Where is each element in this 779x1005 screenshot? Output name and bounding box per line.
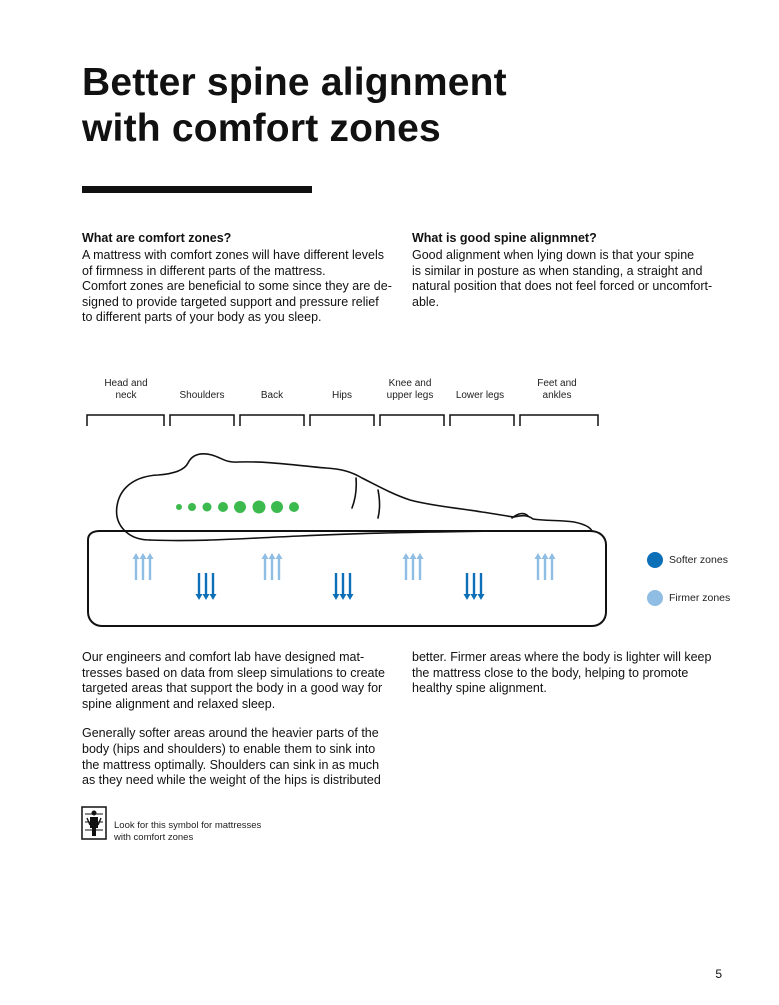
spine-dot [203,503,212,512]
zone-brackets [87,415,598,426]
zone-label-lower-legs: Lower legs [455,390,505,401]
softer-zones-label: Softer zones [669,554,728,566]
paragraph: better. Firmer areas where the body is lighter will keep the mattress close to the body, helping to promote healthy spine alignment. [412,650,712,696]
mattress-diagram [0,405,779,645]
spine-alignment-section [412,230,722,310]
text-line: A mattress with comfort zones will have different levels [82,248,384,262]
text-line: is similar in posture as when standing, a straight and [412,263,703,278]
spine-dot [188,503,196,511]
spine-alignment-text [412,248,722,310]
zone-bracket [240,415,304,426]
zone-label-hips: Hips [331,390,352,401]
zone-label-shoulders: Shoulders [179,390,225,401]
zone-bracket [450,415,514,426]
symbol-note: Look for this symbol for mattresses with comfort zones [114,820,262,843]
zone-label-knee-upper-legs: Knee and upper legs [386,378,434,401]
text-line: natural position that does not feel forced or uncomfort- [412,279,713,294]
mattress-outline [88,531,606,626]
comfort-zone-symbol-icon [81,806,107,840]
spine-dot [253,501,266,514]
text-line: of firmness in different parts of the mattress. [82,263,326,278]
page-number: 5 [715,967,722,981]
spine-dots [176,501,299,514]
softer-zone-arrow-down [196,573,217,600]
comfort-zones-heading: What are comfort zones? [82,231,232,245]
spine-dot [234,501,246,513]
firmer-zone-arrow-up [133,553,154,580]
firmer-zone-arrow-up [262,553,283,580]
softer-zones-legend-dot [647,552,663,568]
body-text-left [82,650,392,789]
paragraph: Generally softer areas around the heavier parts of the body (hips and shoulders) to enable them to sink into the mattress optimally. Shoulders can sink in as much as they need while the weight of the hips is distributed [82,726,381,788]
zone-bracket [87,415,164,426]
firmer-zone-arrow-up [403,553,424,580]
spine-dot [218,502,228,512]
text-line: Good alignment when lying down is that your spine [412,248,695,262]
zone-bracket [170,415,234,426]
zone-bracket [310,415,374,426]
text-line: signed to provide targeted support and pressure relief [82,294,379,309]
comfort-zones-section [82,230,392,326]
comfort-zones-text [82,248,392,326]
spine-dot [289,502,299,512]
body-silhouette [117,454,592,541]
firmer-zones-legend-dot [647,590,663,606]
firmer-zone-arrow-up [535,553,556,580]
text-line: able. [412,294,440,309]
text-line: to different parts of your body as you sleep. [82,310,322,325]
zone-label-feet-ankles: Feet and ankles [537,378,577,401]
body-text-right [412,650,732,697]
firmer-zones-label: Firmer zones [669,592,731,604]
softer-zone-arrow-down [333,573,354,600]
softer-zone-arrows [196,573,485,600]
text-line: Comfort zones are beneficial to some since they are de- [82,279,392,294]
spine-alignment-heading: What is good spine alignmnet? [412,231,597,245]
spine-dot [176,504,182,510]
page-title [82,60,642,152]
softer-zone-arrow-down [464,573,485,600]
zone-label-head-neck: Head and neck [104,378,148,401]
zone-bracket [380,415,444,426]
paragraph: Our engineers and comfort lab have designed mat- tresses based on data from sleep simulations to create targeted areas that support the body in a good way for spine alignment and relaxed sleep. [82,650,385,711]
zone-bracket [520,415,598,426]
spine-dot [271,501,283,513]
title-line-2: with comfort zones [82,107,441,150]
title-underline [82,186,312,193]
title-line-1: Better spine alignment [82,61,507,104]
zone-label-back: Back [260,390,284,401]
